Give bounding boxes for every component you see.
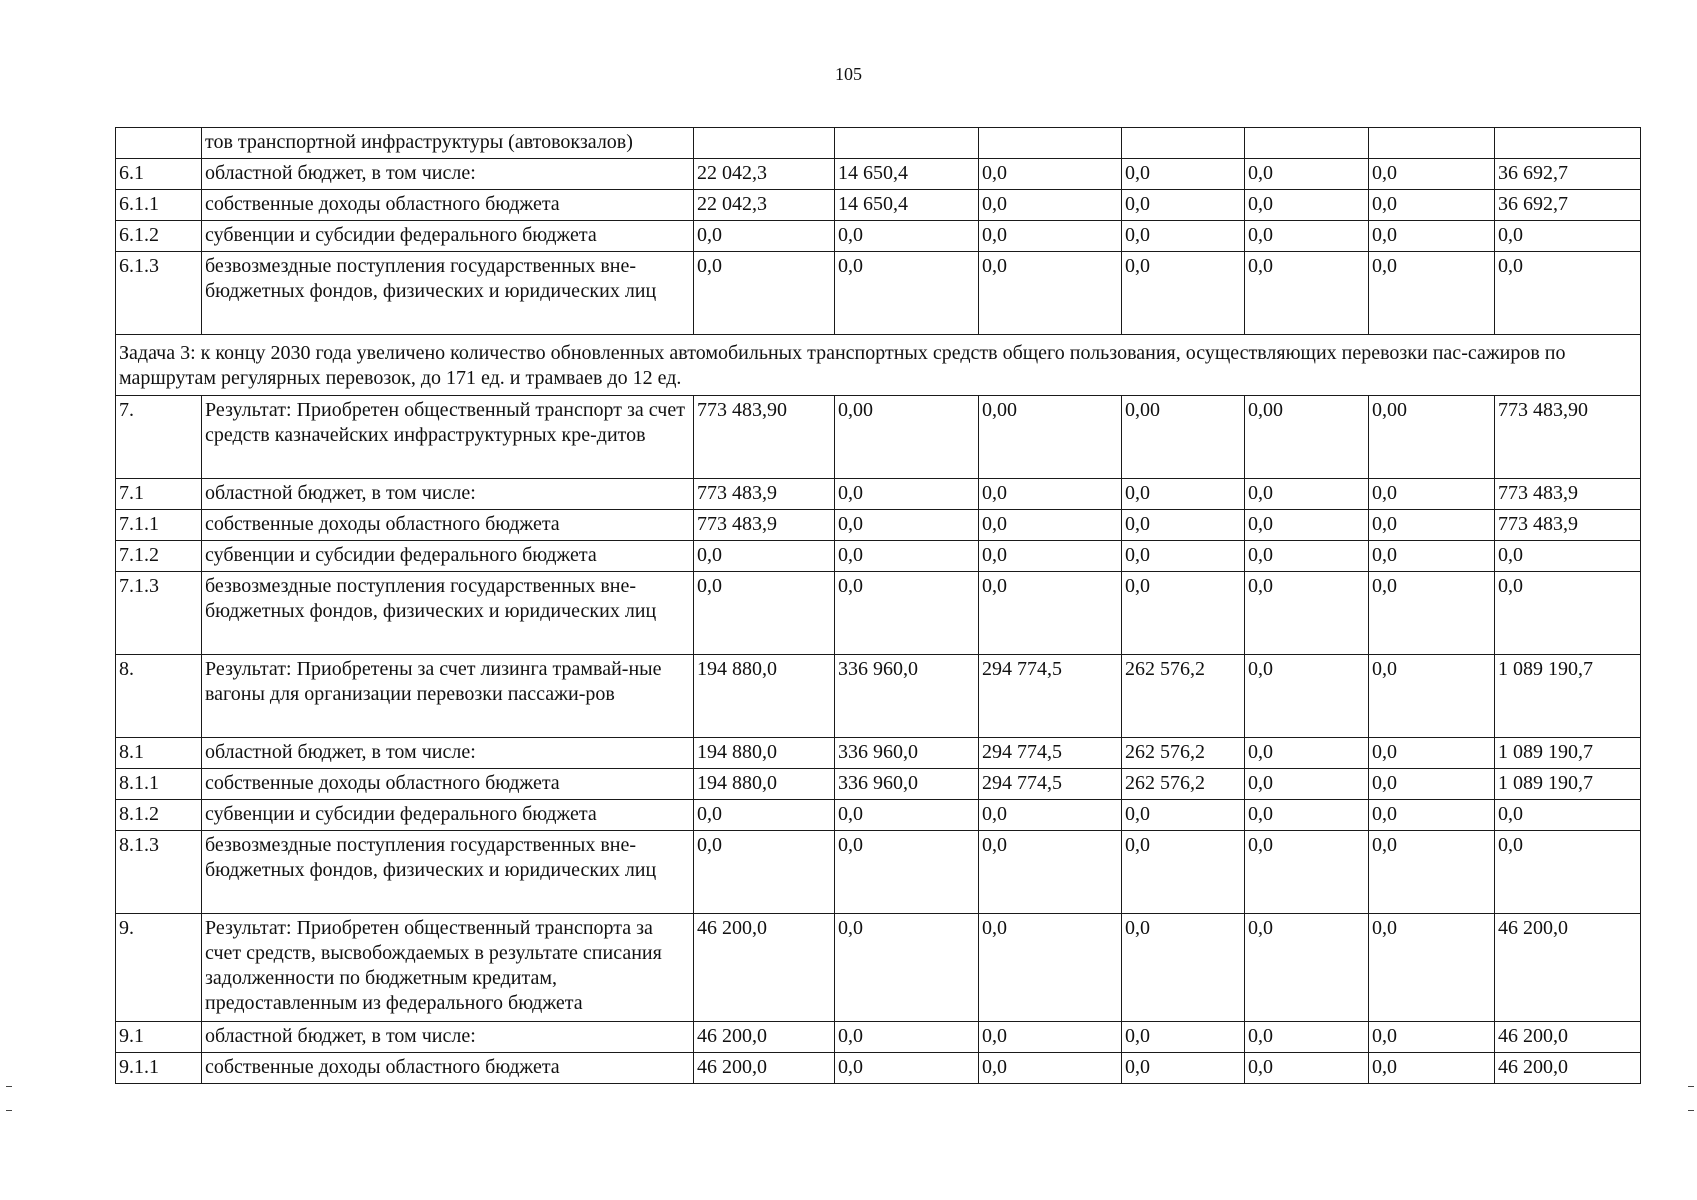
value-cell: 0,0 [979,1022,1122,1053]
value-cell: 0,00 [835,396,979,479]
row-number-cell: 9.1 [116,1022,202,1053]
row-number-cell: 8. [116,655,202,738]
row-description-cell: областной бюджет, в том числе: [202,738,694,769]
value-cell: 0,0 [1369,190,1495,221]
value-cell: 194 880,0 [694,738,835,769]
row-description-cell: Результат: Приобретен общественный транспорта за счет средств, высвобождаемых в результате списания задолженности по бюджетным кредитам, предоставленным из федерального бюджета [202,914,694,1022]
value-cell: 0,00 [1369,396,1495,479]
value-cell: 0,0 [1245,738,1369,769]
task-row [116,335,1641,396]
table-row [116,831,1641,914]
row-description-cell: Результат: Приобретен общественный транспорт за счет средств казначейских инфраструктурных кре-дитов [202,396,694,479]
row-number-cell: 6.1.1 [116,190,202,221]
total-cell: 0,0 [1495,572,1641,655]
value-cell: 0,0 [1245,655,1369,738]
value-cell: 0,0 [835,572,979,655]
value-cell: 0,0 [1122,800,1245,831]
total-cell: 46 200,0 [1495,1022,1641,1053]
total-cell: 773 483,9 [1495,510,1641,541]
table-row [116,396,1641,479]
value-cell: 336 960,0 [835,738,979,769]
value-cell: 0,0 [979,914,1122,1022]
value-cell: 294 774,5 [979,655,1122,738]
value-cell: 0,0 [835,510,979,541]
table-row [116,128,1641,159]
value-cell: 0,0 [1122,190,1245,221]
value-cell: 0,0 [1122,1053,1245,1084]
total-cell: 773 483,9 [1495,479,1641,510]
value-cell: 0,0 [1245,252,1369,335]
row-number-cell: 9. [116,914,202,1022]
value-cell: 0,0 [979,1053,1122,1084]
value-cell: 0,0 [1245,190,1369,221]
value-cell: 0,0 [979,800,1122,831]
value-cell: 0,0 [1369,510,1495,541]
value-cell: 46 200,0 [694,1022,835,1053]
table-row [116,655,1641,738]
value-cell: 0,0 [1369,800,1495,831]
value-cell: 0,00 [1245,396,1369,479]
total-cell: 773 483,90 [1495,396,1641,479]
value-cell: 0,0 [835,800,979,831]
value-cell [979,128,1122,159]
value-cell: 0,0 [1245,510,1369,541]
value-cell: 0,0 [1369,479,1495,510]
row-number-cell: 8.1.1 [116,769,202,800]
value-cell: 262 576,2 [1122,769,1245,800]
budget-table [115,127,1641,1084]
edge-mark-left-lower [6,1110,12,1111]
table-row [116,541,1641,572]
table-row [116,1022,1641,1053]
value-cell: 0,0 [835,914,979,1022]
table-body [116,128,1641,1084]
value-cell: 0,0 [1122,479,1245,510]
value-cell: 0,0 [1122,252,1245,335]
value-cell: 0,0 [979,510,1122,541]
edge-mark-right [1688,1086,1694,1087]
total-cell [1495,128,1641,159]
value-cell: 0,0 [979,572,1122,655]
total-cell: 0,0 [1495,221,1641,252]
row-description-cell: собственные доходы областного бюджета [202,769,694,800]
table-row [116,510,1641,541]
value-cell: 46 200,0 [694,1053,835,1084]
row-number-cell: 8.1 [116,738,202,769]
value-cell [1369,128,1495,159]
value-cell: 0,0 [1369,221,1495,252]
row-description-cell: областной бюджет, в том числе: [202,1022,694,1053]
row-number-cell: 7.1.2 [116,541,202,572]
value-cell: 0,0 [979,159,1122,190]
value-cell: 0,0 [694,221,835,252]
value-cell: 0,0 [1369,831,1495,914]
value-cell: 0,0 [694,541,835,572]
value-cell: 0,0 [1369,914,1495,1022]
row-number-cell: 6.1.2 [116,221,202,252]
row-number-cell: 8.1.3 [116,831,202,914]
table-row [116,914,1641,1022]
value-cell: 0,0 [979,479,1122,510]
row-description-cell: областной бюджет, в том числе: [202,159,694,190]
value-cell: 0,0 [1245,914,1369,1022]
value-cell: 0,00 [979,396,1122,479]
value-cell: 0,0 [1245,572,1369,655]
value-cell: 0,0 [1245,1053,1369,1084]
row-description-cell: субвенции и субсидии федерального бюджета [202,221,694,252]
value-cell: 0,0 [1122,541,1245,572]
value-cell: 14 650,4 [835,159,979,190]
value-cell: 0,0 [1369,252,1495,335]
task-text: Задача 3: к концу 2030 года увеличено количество обновленных автомобильных транспортных средств общего пользования, осуществляющих перевозки пас-сажиров по маршрутам регулярных перевозок, до 171 ед. и трамваев до 12 ед. [116,335,1641,396]
value-cell: 0,0 [1245,800,1369,831]
value-cell: 773 483,9 [694,510,835,541]
value-cell: 0,0 [1369,769,1495,800]
row-number-cell: 6.1.3 [116,252,202,335]
total-cell: 0,0 [1495,252,1641,335]
value-cell: 0,0 [694,572,835,655]
value-cell: 0,0 [1369,159,1495,190]
row-description-cell: собственные доходы областного бюджета [202,510,694,541]
table-row [116,159,1641,190]
row-number-cell [116,128,202,159]
total-cell: 0,0 [1495,800,1641,831]
value-cell: 0,0 [1122,831,1245,914]
row-description-cell: собственные доходы областного бюджета [202,1053,694,1084]
value-cell: 294 774,5 [979,738,1122,769]
table-row [116,572,1641,655]
value-cell: 194 880,0 [694,769,835,800]
value-cell: 0,0 [1369,572,1495,655]
value-cell: 0,0 [979,831,1122,914]
row-number-cell: 7.1.1 [116,510,202,541]
value-cell: 0,0 [1122,914,1245,1022]
table-row [116,190,1641,221]
total-cell: 0,0 [1495,831,1641,914]
value-cell: 0,0 [1122,221,1245,252]
value-cell: 0,0 [1245,769,1369,800]
total-cell: 1 089 190,7 [1495,769,1641,800]
table-row [116,1053,1641,1084]
row-number-cell: 9.1.1 [116,1053,202,1084]
value-cell: 0,0 [835,1053,979,1084]
value-cell: 0,0 [1369,1053,1495,1084]
row-description-cell: областной бюджет, в том числе: [202,479,694,510]
edge-mark-left [6,1086,12,1087]
row-description-cell: тов транспортной инфраструктуры (автовокзалов) [202,128,694,159]
value-cell: 22 042,3 [694,159,835,190]
value-cell [1122,128,1245,159]
value-cell: 0,0 [835,1022,979,1053]
row-description-cell: Результат: Приобретены за счет лизинга трамвай-ные вагоны для организации перевозки пассажи-ров [202,655,694,738]
row-number-cell: 6.1 [116,159,202,190]
value-cell: 22 042,3 [694,190,835,221]
value-cell: 262 576,2 [1122,655,1245,738]
value-cell: 0,0 [835,221,979,252]
value-cell: 0,0 [835,479,979,510]
row-description-cell: безвозмездные поступления государственных вне-бюджетных фондов, физических и юридических лиц [202,831,694,914]
row-description-cell: безвозмездные поступления государственных вне-бюджетных фондов, физических и юридических лиц [202,252,694,335]
value-cell: 0,0 [1245,479,1369,510]
value-cell: 0,0 [694,800,835,831]
row-number-cell: 7.1.3 [116,572,202,655]
total-cell: 1 089 190,7 [1495,655,1641,738]
total-cell: 36 692,7 [1495,159,1641,190]
total-cell: 46 200,0 [1495,1053,1641,1084]
total-cell: 36 692,7 [1495,190,1641,221]
value-cell: 0,0 [694,831,835,914]
value-cell: 0,0 [979,252,1122,335]
value-cell: 0,0 [979,190,1122,221]
table-row [116,252,1641,335]
table-row [116,738,1641,769]
value-cell [835,128,979,159]
row-description-cell: безвозмездные поступления государственных вне-бюджетных фондов, физических и юридических лиц [202,572,694,655]
table-row [116,479,1641,510]
value-cell: 0,0 [1122,510,1245,541]
page-number: 105 [835,64,862,84]
value-cell: 0,0 [835,541,979,572]
value-cell: 0,0 [1122,572,1245,655]
row-description-cell: субвенции и субсидии федерального бюджета [202,800,694,831]
row-number-cell: 7. [116,396,202,479]
row-number-cell: 7.1 [116,479,202,510]
value-cell: 14 650,4 [835,190,979,221]
value-cell: 0,0 [1369,655,1495,738]
value-cell: 0,0 [1122,1022,1245,1053]
value-cell: 0,0 [1245,1022,1369,1053]
value-cell: 0,0 [1245,541,1369,572]
table-row [116,769,1641,800]
value-cell: 0,0 [835,831,979,914]
value-cell: 262 576,2 [1122,738,1245,769]
row-description-cell: субвенции и субсидии федерального бюджета [202,541,694,572]
value-cell: 294 774,5 [979,769,1122,800]
value-cell: 0,0 [1369,738,1495,769]
row-description-cell: собственные доходы областного бюджета [202,190,694,221]
value-cell: 0,0 [1245,159,1369,190]
total-cell: 0,0 [1495,541,1641,572]
value-cell: 0,0 [1369,1022,1495,1053]
value-cell [1245,128,1369,159]
table-row [116,800,1641,831]
edge-mark-right-lower [1688,1110,1694,1111]
value-cell: 336 960,0 [835,769,979,800]
table-row [116,221,1641,252]
value-cell [694,128,835,159]
total-cell: 46 200,0 [1495,914,1641,1022]
value-cell: 0,0 [835,252,979,335]
row-number-cell: 8.1.2 [116,800,202,831]
value-cell: 0,0 [979,541,1122,572]
value-cell: 0,0 [1245,831,1369,914]
value-cell: 773 483,90 [694,396,835,479]
value-cell: 194 880,0 [694,655,835,738]
value-cell: 0,0 [1122,159,1245,190]
value-cell: 0,0 [979,221,1122,252]
value-cell: 0,0 [694,252,835,335]
total-cell: 1 089 190,7 [1495,738,1641,769]
value-cell: 336 960,0 [835,655,979,738]
value-cell: 0,00 [1122,396,1245,479]
value-cell: 46 200,0 [694,914,835,1022]
value-cell: 0,0 [1369,541,1495,572]
value-cell: 0,0 [1245,221,1369,252]
value-cell: 773 483,9 [694,479,835,510]
